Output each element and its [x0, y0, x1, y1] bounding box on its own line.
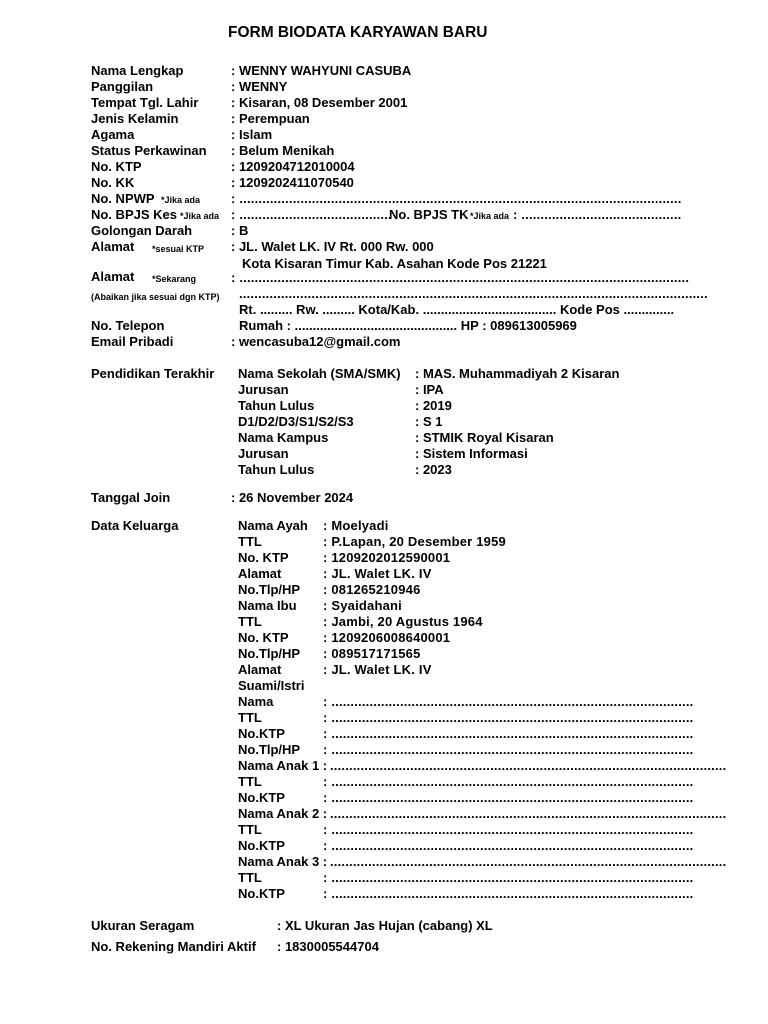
- family-row-value: : ...............................................................................................: [323, 822, 694, 837]
- label-kk: No. KK: [91, 175, 135, 190]
- label-npwp: No. NPWP: [91, 191, 155, 206]
- value-email: : wencasuba12@gmail.com: [231, 334, 401, 349]
- value-alamat-ktp-2: Kota Kisaran Timur Kab. Asahan Kode Pos 21221: [242, 256, 547, 271]
- family-row-label: Nama Ibu: [238, 598, 297, 613]
- value-agama: : Islam: [231, 127, 273, 142]
- label-agama: Agama: [91, 127, 135, 142]
- family-row-label: Nama Anak 3 :: [238, 854, 328, 869]
- family-row-label: TTL: [238, 534, 262, 549]
- education-row-value: : 2019: [415, 398, 452, 413]
- education-row-value: : Sistem Informasi: [415, 446, 528, 461]
- value-kk: : 1209202411070540: [231, 175, 354, 190]
- family-row-value: : ...............................................................................................: [323, 726, 694, 741]
- family-row-label: Nama Anak 2 :: [238, 806, 328, 821]
- label-email: Email Pribadi: [91, 334, 174, 349]
- family-row-value: : Syaidahani: [323, 598, 402, 613]
- note-alamat-ktp: *sesuai KTP: [152, 244, 205, 254]
- value-alamat-ktp-1: : JL. Walet LK. IV Rt. 000 Rw. 000: [231, 239, 434, 254]
- value-bpjs-tk: : ..........................................: [513, 207, 682, 222]
- label-telepon: No. Telepon: [91, 318, 165, 333]
- education-row-value: : 2023: [415, 462, 452, 477]
- family-row-label: Alamat: [238, 662, 282, 677]
- education-row-value: : S 1: [415, 414, 443, 429]
- label-panggilan: Panggilan: [91, 79, 154, 94]
- label-alamat-sekarang: Alamat: [91, 269, 135, 284]
- education-row-label: Jurusan: [238, 446, 289, 461]
- family-row-value: : ...............................................................................................: [323, 838, 694, 853]
- family-row-label: No.Tlp/HP: [238, 646, 301, 661]
- label-jenis-kelamin: Jenis Kelamin: [91, 111, 179, 126]
- value-npwp: : ....................................................................................................................: [231, 191, 682, 206]
- label-rekening: No. Rekening Mandiri Aktif: [91, 939, 256, 954]
- label-ttl: Tempat Tgl. Lahir: [91, 95, 199, 110]
- note-npwp: *Jika ada: [161, 195, 201, 205]
- family-row-label: Nama: [238, 694, 274, 709]
- family-row-value: : ...............................................................................................: [323, 710, 694, 725]
- label-bpjs-tk: No. BPJS TK: [389, 207, 469, 222]
- value-tanggal-join: : 26 November 2024: [231, 490, 354, 505]
- value-rekening: : 1830005544704: [277, 939, 379, 954]
- label-data-keluarga: Data Keluarga: [91, 518, 179, 533]
- value-alamat-sekarang-2: ...........................................................................................................................: [239, 286, 708, 301]
- family-row-value: : ...............................................................................................: [323, 694, 694, 709]
- family-row-label: TTL: [238, 822, 262, 837]
- education-row-label: Nama Kampus: [238, 430, 329, 445]
- label-nama: Nama Lengkap: [91, 63, 184, 78]
- education-row-value: : MAS. Muhammadiyah 2 Kisaran: [415, 366, 620, 381]
- value-jenis-kelamin: : Perempuan: [231, 111, 310, 126]
- family-row-value: : ...............................................................................................: [323, 886, 694, 901]
- family-row-label: No.KTP: [238, 726, 285, 741]
- family-row-value: ........................................................................................................: [330, 854, 727, 869]
- label-tanggal-join: Tanggal Join: [91, 490, 171, 505]
- value-ktp: : 1209204712010004: [231, 159, 355, 174]
- family-row-value: ........................................................................................................: [330, 758, 727, 773]
- family-row-label: No.KTP: [238, 790, 285, 805]
- family-row-value: : ...............................................................................................: [323, 742, 694, 757]
- note-alamat-sekarang: *Sekarang: [152, 274, 197, 284]
- value-nama: : WENNY WAHYUNI CASUBA: [231, 63, 412, 78]
- family-row-label: TTL: [238, 774, 262, 789]
- family-row-label: TTL: [238, 614, 262, 629]
- family-row-value: : Moelyadi: [323, 518, 389, 533]
- label-ktp: No. KTP: [91, 159, 142, 174]
- label-pendidikan: Pendidikan Terakhir: [91, 366, 215, 381]
- note-bpjs-tk: *Jika ada: [470, 211, 510, 221]
- family-row-value: : ...............................................................................................: [323, 774, 694, 789]
- value-ukuran-seragam: : XL Ukuran Jas Hujan (cabang) XL: [277, 918, 493, 933]
- family-row-label: No.KTP: [238, 838, 285, 853]
- family-row-label: No. KTP: [238, 550, 289, 565]
- family-row-value: : P.Lapan, 20 Desember 1959: [323, 534, 506, 549]
- family-row-label: No.KTP: [238, 886, 285, 901]
- label-alamat-ktp: Alamat: [91, 239, 135, 254]
- family-row-label: No. KTP: [238, 630, 289, 645]
- value-status: : Belum Menikah: [231, 143, 335, 158]
- education-row-label: D1/D2/D3/S1/S2/S3: [238, 414, 354, 429]
- value-golongan-darah: : B: [231, 223, 249, 238]
- value-panggilan: : WENNY: [231, 79, 288, 94]
- value-alamat-sekarang-1: : ......................................................................................................................: [231, 270, 690, 285]
- family-row-label: No.Tlp/HP: [238, 742, 301, 757]
- education-row-label: Nama Sekolah (SMA/SMK): [238, 366, 401, 381]
- family-row-value: : 1209206008640001: [323, 630, 451, 645]
- family-row-label: TTL: [238, 710, 262, 725]
- family-row-label: TTL: [238, 870, 262, 885]
- education-row-value: : STMIK Royal Kisaran: [415, 430, 554, 445]
- family-row-label: Nama Ayah: [238, 518, 308, 533]
- family-row-label: No.Tlp/HP: [238, 582, 301, 597]
- family-row-value: : JL. Walet LK. IV: [323, 566, 432, 581]
- note-bpjs-kes: *Jika ada: [180, 211, 220, 221]
- family-row-value: : ...............................................................................................: [323, 870, 694, 885]
- family-row-value: : 1209202012590001: [323, 550, 451, 565]
- family-row-label: Nama Anak 1 :: [238, 758, 328, 773]
- hint-alamat-sekarang: (Abaikan jika sesuai dgn KTP): [91, 292, 220, 302]
- family-row-value: ........................................................................................................: [330, 806, 727, 821]
- family-row-value: : 089517171565: [323, 646, 421, 661]
- label-bpjs-kes: No. BPJS Kes: [91, 207, 177, 222]
- education-row-label: Tahun Lulus: [238, 462, 315, 477]
- family-row-label: Suami/Istri: [238, 678, 305, 693]
- family-row-value: : 081265210946: [323, 582, 421, 597]
- education-row-label: Tahun Lulus: [238, 398, 315, 413]
- label-ukuran-seragam: Ukuran Seragam: [91, 918, 195, 933]
- form-title: FORM BIODATA KARYAWAN BARU: [228, 24, 488, 41]
- family-row-value: : Jambi, 20 Agustus 1964: [323, 614, 483, 629]
- education-row-value: : IPA: [415, 382, 444, 397]
- family-row-value: : JL. Walet LK. IV: [323, 662, 432, 677]
- family-row-value: : ...............................................................................................: [323, 790, 694, 805]
- education-row-label: Jurusan: [238, 382, 289, 397]
- family-row-label: Alamat: [238, 566, 282, 581]
- value-alamat-sekarang-3: Rt. ......... Rw. ......... Kota/Kab. ..................................... Kode Pos ..............: [239, 302, 675, 317]
- value-ttl: : Kisaran, 08 Desember 2001: [231, 95, 408, 110]
- label-golongan-darah: Golongan Darah: [91, 223, 193, 238]
- value-bpjs-kes: : ........................................: [231, 207, 392, 222]
- value-telepon: Rumah : ............................................. HP : 089613005969: [239, 318, 577, 333]
- label-status: Status Perkawinan: [91, 143, 207, 158]
